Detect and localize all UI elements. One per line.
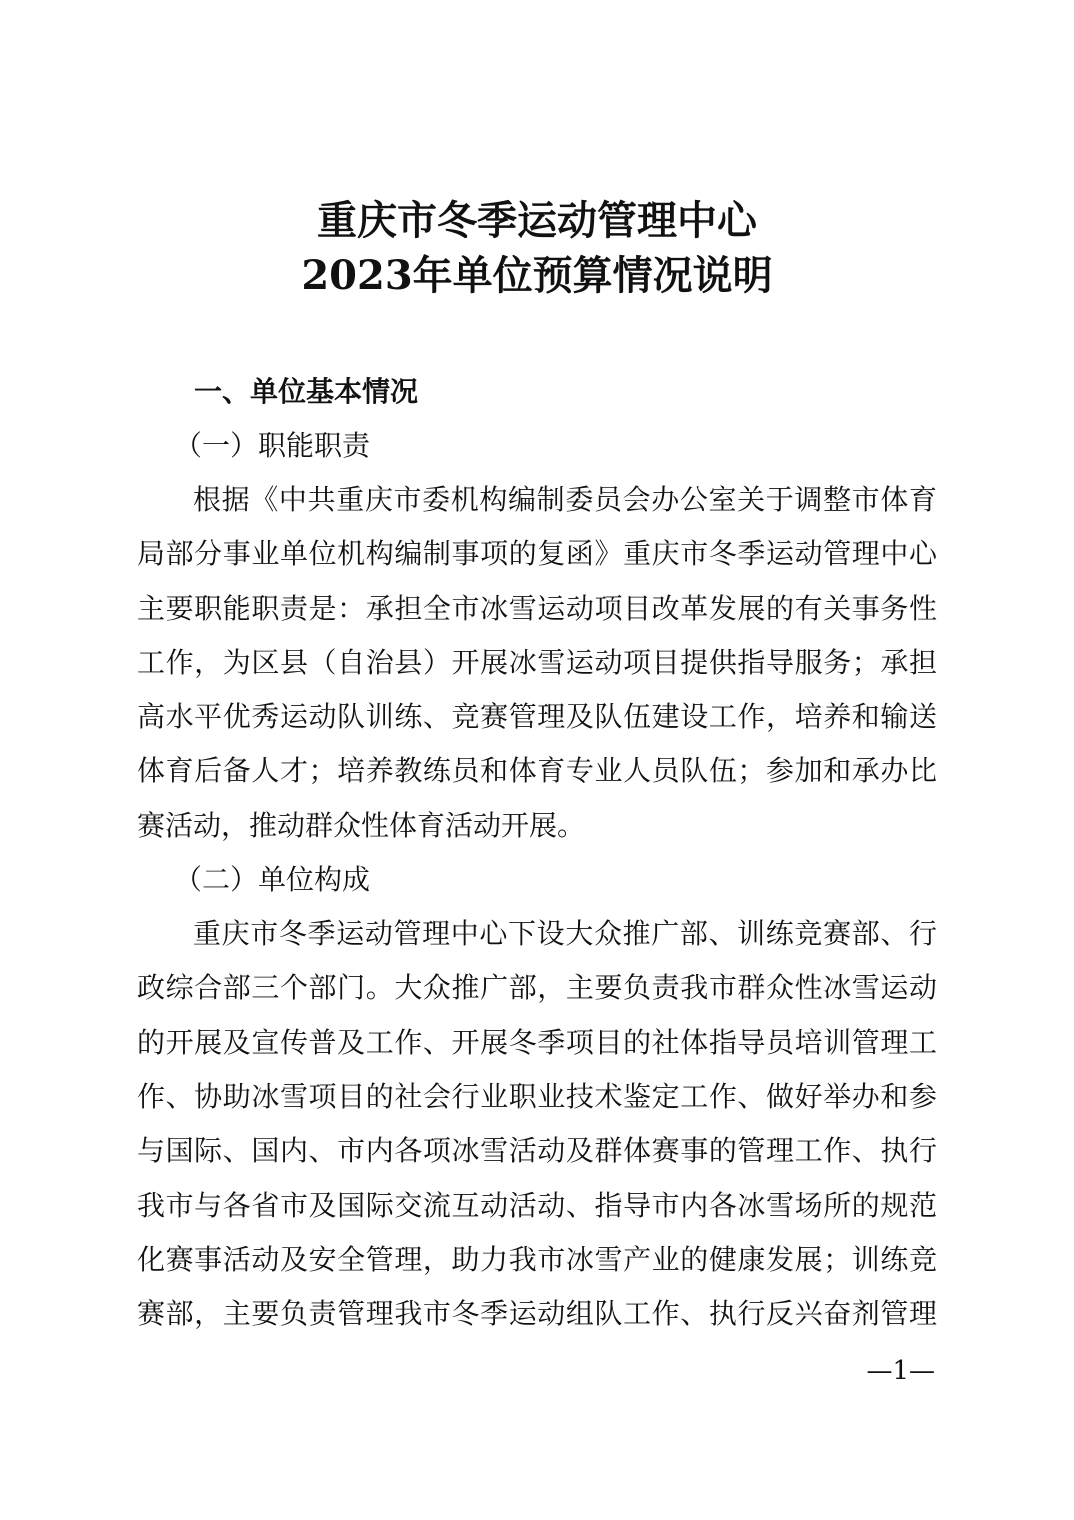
text-line: 赛部，主要负责管理我市冬季运动组队工作、执行反兴奋剂管理 xyxy=(137,1297,937,1331)
text-line: 政综合部三个部门。大众推广部，主要负责我市群众性冰雪运动 xyxy=(137,971,937,1005)
text-line: 主要职能职责是：承担全市冰雪运动项目改革发展的有关事务性 xyxy=(137,591,937,625)
text-line: 高水平优秀运动队训练、竞赛管理及队伍建设工作，培养和输送 xyxy=(137,700,937,734)
document-title-line2: 2023年单位预算情况说明 xyxy=(301,252,773,299)
text-line: 工作，为区县（自治县）开展冰雪运动项目提供指导服务；承担 xyxy=(137,645,937,679)
text-line: 根据《中共重庆市委机构编制委员会办公室关于调整市体育 xyxy=(193,483,937,516)
text-line: 局部分事业单位机构编制事项的复函》重庆市冬季运动管理中心 xyxy=(137,537,937,571)
text-line: 的开展及宣传普及工作、开展冬季项目的社体指导员培训管理工 xyxy=(137,1025,937,1059)
paragraph-functions xyxy=(137,473,937,853)
text-line: 与国际、国内、市内各项冰雪活动及群体赛事的管理工作、执行 xyxy=(137,1134,937,1168)
page-number: —1— xyxy=(866,1356,935,1387)
text-line: 重庆市冬季运动管理中心下设大众推广部、训练竞赛部、行 xyxy=(193,917,937,951)
section-heading: 一、单位基本情况 xyxy=(194,375,419,408)
text-line: 作、协助冰雪项目的社会行业职业技术鉴定工作、做好举办和参 xyxy=(137,1079,937,1113)
text-line: 体育后备人才；培养教练员和体育专业人员队伍；参加和承办比 xyxy=(137,754,937,788)
text-line: 我市与各省市及国际交流互动活动、指导市内各冰雪场所的规范 xyxy=(137,1188,937,1222)
subsection-heading: （二）单位构成 xyxy=(174,863,371,897)
subsection-heading: （一）职能职责 xyxy=(174,429,371,462)
document-title-line1: 重庆市冬季运动管理中心 xyxy=(317,197,757,244)
text-line: 化赛事活动及安全管理，助力我市冰雪产业的健康发展；训练竞 xyxy=(137,1242,937,1276)
paragraph-structure xyxy=(137,907,937,1341)
text-line: 赛活动，推动群众性体育活动开展。 xyxy=(137,808,586,842)
